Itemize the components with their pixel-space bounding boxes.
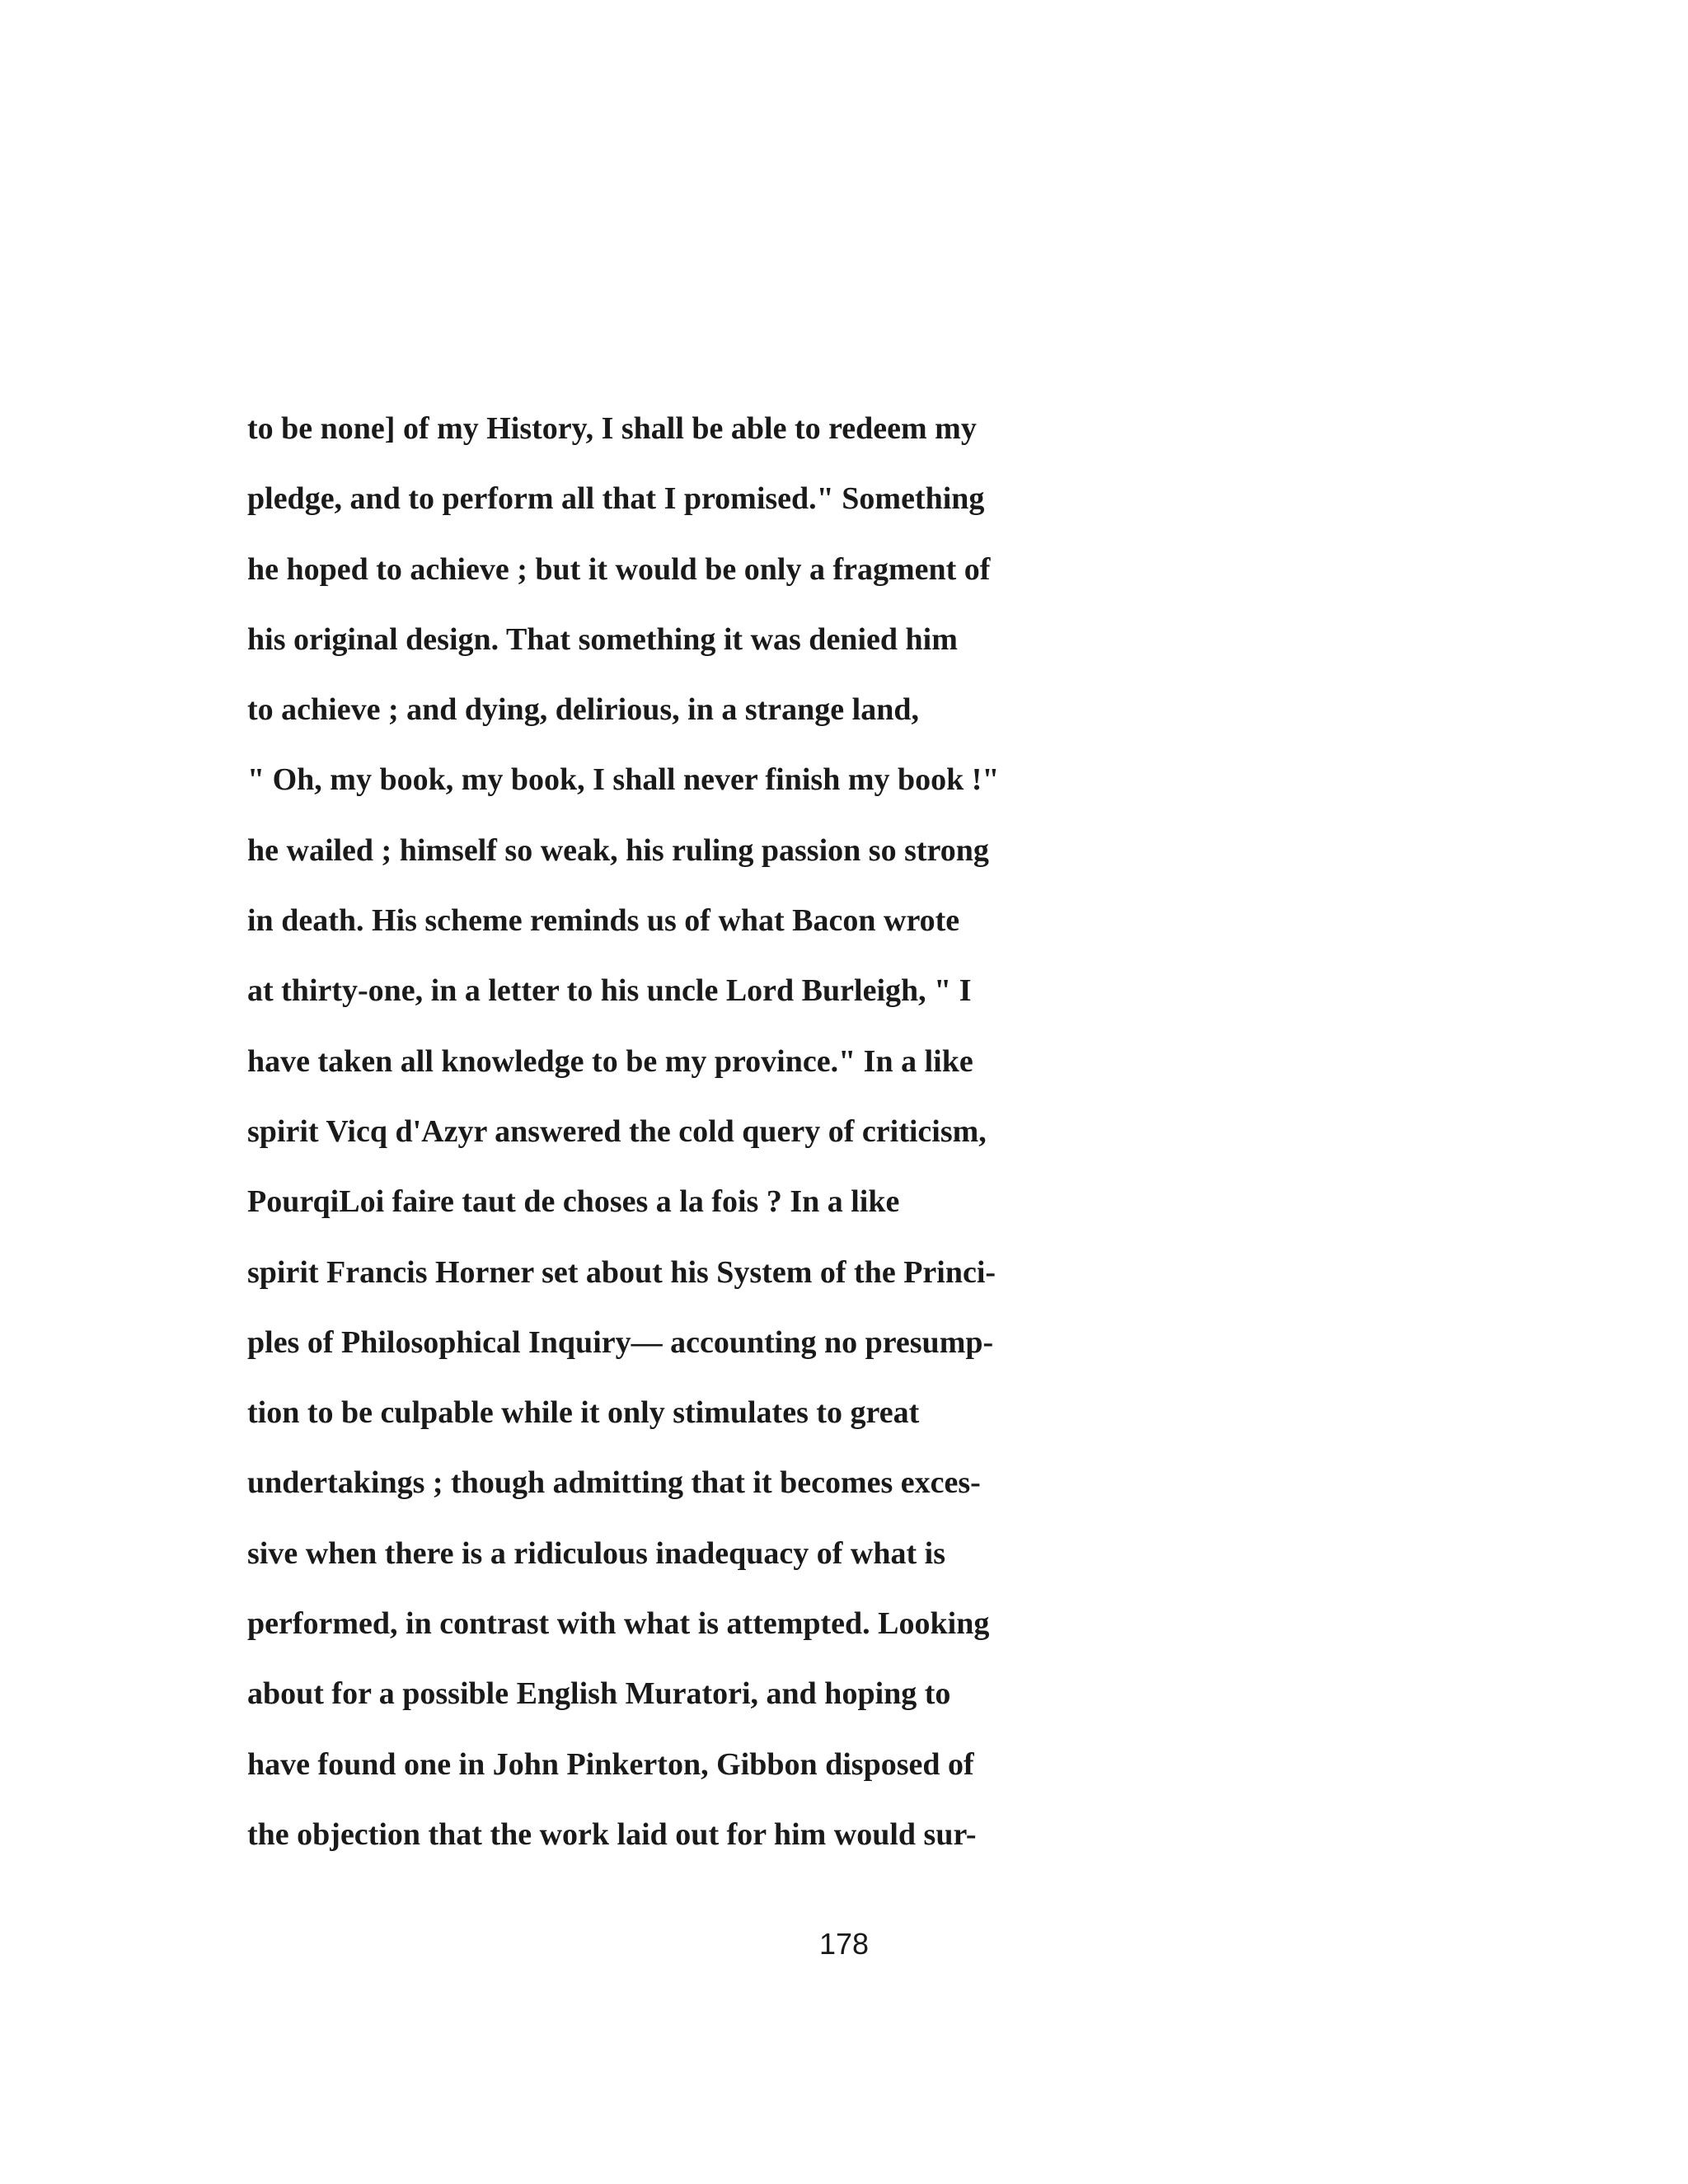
text-line: he wailed ; himself so weak, his ruling passion so strong xyxy=(247,832,989,868)
text-line: ples of Philosophical Inquiry— accounting no presump- xyxy=(247,1324,994,1360)
body-text xyxy=(247,404,1484,1880)
text-line: in death. His scheme reminds us of what Bacon wrote xyxy=(247,903,960,939)
text-line: undertakings ; though admitting that it becomes exces- xyxy=(247,1465,981,1501)
text-line: pledge, and to perform all that I promised." Something xyxy=(247,481,985,517)
text-line: at thirty-one, in a letter to his uncle Lord Burleigh, " I xyxy=(247,973,972,1009)
text-line: have taken all knowledge to be my province." In a like xyxy=(247,1043,973,1079)
text-line: PourqiLoi faire taut de choses a la fois ? In a like xyxy=(247,1184,900,1220)
text-line: performed, in contrast with what is attempted. Looking xyxy=(247,1606,990,1642)
text-line: to be none] of my History, I shall be able to redeem my xyxy=(247,411,977,446)
text-line: tion to be culpable while it only stimulates to great xyxy=(247,1395,920,1431)
text-line: " Oh, my book, my book, I shall never finish my book !" xyxy=(247,762,1000,798)
text-line: the objection that the work laid out for him would sur- xyxy=(247,1816,977,1852)
page-number: 178 xyxy=(818,1927,870,1961)
text-line: about for a possible English Muratori, and hoping to xyxy=(247,1676,951,1712)
text-line: he hoped to achieve ; but it would be only a fragment of xyxy=(247,551,991,587)
text-line: spirit Vicq d'Azyr answered the cold query of criticism, xyxy=(247,1113,987,1149)
text-line: spirit Francis Horner set about his System of the Princi- xyxy=(247,1254,996,1290)
text-line: his original design. That something it was denied him xyxy=(247,621,958,657)
text-line: sive when there is a ridiculous inadequacy of what is xyxy=(247,1535,945,1571)
text-line: to achieve ; and dying, delirious, in a strange land, xyxy=(247,692,919,728)
text-line: have found one in John Pinkerton, Gibbon disposed of xyxy=(247,1746,974,1782)
